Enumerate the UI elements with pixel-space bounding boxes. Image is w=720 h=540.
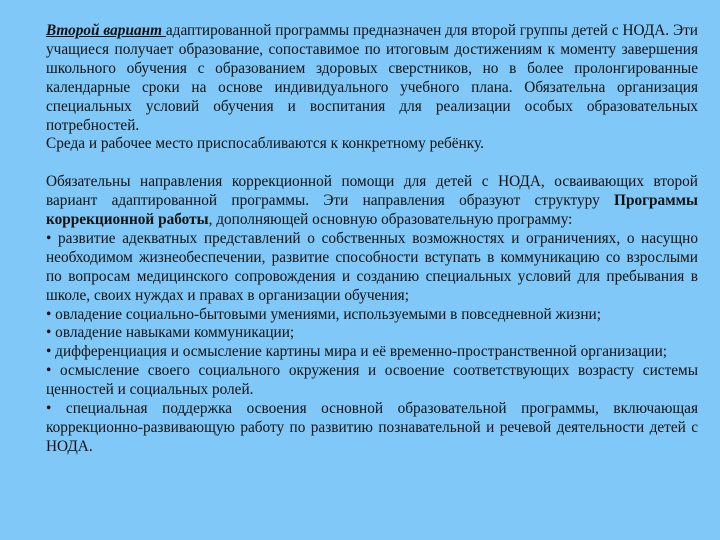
paragraph-gap	[46, 154, 698, 173]
bullet-item: • развитие адекватных представлений о собственных возможностях и ограничениях, о насущно необходимом жизнеобеспечении, развитие способности вступать в коммуникацию со взрослыми по вопросам медицинского сопровождения и созданию специальных условий для пребывания в школе, своих нуждах и правах в организации обучения;	[46, 229, 698, 304]
bullet-item: • овладение навыками коммуникации;	[46, 324, 295, 342]
paragraph-environment: Среда и рабочее место приспосабливаются к конкретному ребёнку.	[46, 135, 484, 153]
bullet-item: • овладение социально-бытовыми умениями, используемыми в повседневной жизни;	[46, 305, 601, 323]
bullet-item: • дифференциация и осмысление картины мира и её временно-пространственной организации;	[46, 343, 668, 361]
paragraph-directions	[46, 173, 698, 230]
bullet-item: • осмысление своего социального окружения и освоение соответствующих возрасту системы ценностей и социальных ролей.	[46, 362, 698, 399]
directions-intro-tail: , дополняющей основную образовательную программу:	[208, 211, 573, 229]
directions-intro: Обязательны направления коррекционной помощи для детей с НОДА, осваивающих второй вариант адаптированной программы. Эти направления образуют структуру	[46, 173, 698, 210]
bullet-item: • специальная поддержка освоения основной образовательной программы, включающая коррекционно-развивающую работу по развитию познавательной и речевой деятельности детей с НОДА.	[46, 400, 698, 455]
paragraph-variant	[46, 22, 698, 135]
variant-text: адаптированной программы предназначен для второй группы детей с НОДА. Эти учащиеся получает образование, сопоставимое по итоговым достижениям к моменту завершения школьного обучения с образованием здоровых сверстников, но в более пролонгированные календарные сроки на основе индивидуального учебного плана. Обязательна организация специальных условий обучения и воспитания для реализации особых образовательных потребностей.	[46, 22, 698, 134]
variant-heading: Второй вариант	[46, 22, 166, 39]
slide-text	[46, 22, 698, 457]
program-name: Программы коррекционной работы	[46, 192, 698, 229]
